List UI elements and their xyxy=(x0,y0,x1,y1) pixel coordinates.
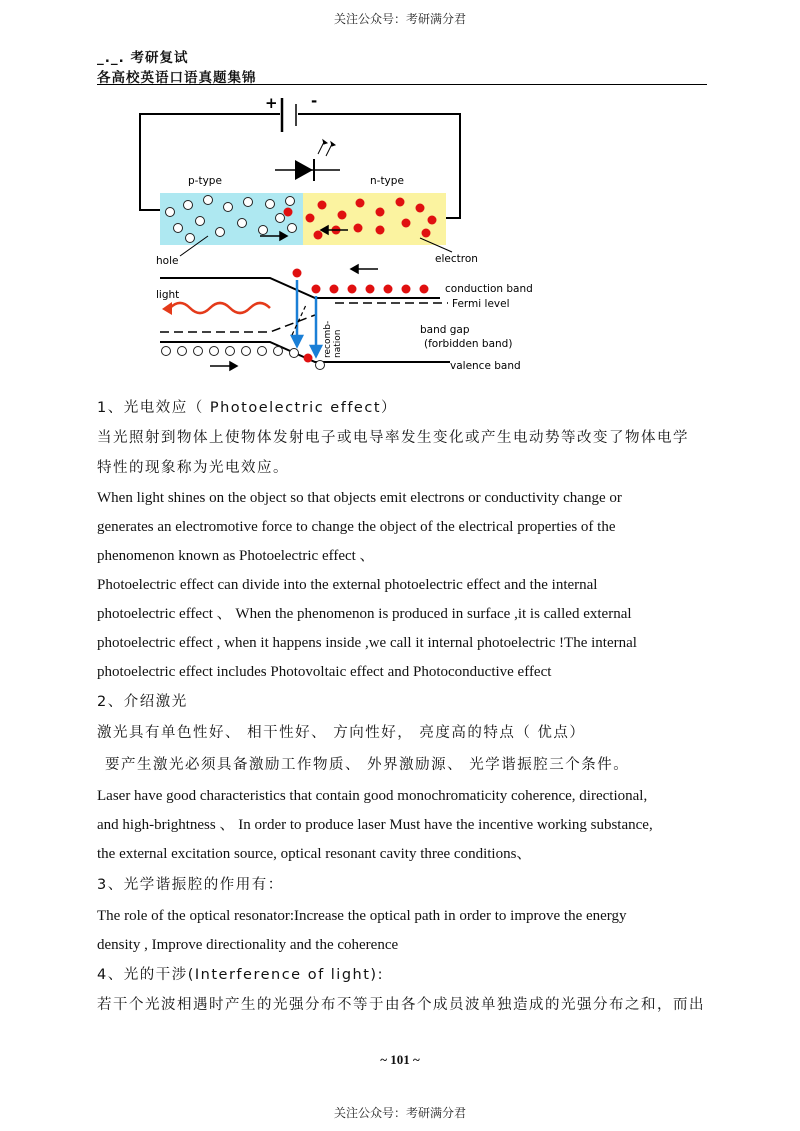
section-2-heading: 2、介绍激光 xyxy=(97,694,188,710)
section-4-heading: 4、光的干涉(Interference of light): xyxy=(97,967,384,983)
light-label: light xyxy=(156,289,180,301)
diode-icon xyxy=(275,159,340,181)
paragraph-line: 当光照射到物体上使物体发射电子或电导率发生变化或产生电动势等改变了物体电学 xyxy=(97,430,689,446)
fermi-level-label: Fermi level xyxy=(452,298,510,310)
paragraph-line: Photoelectric effect can divide into the external photoelectric effect and the internal xyxy=(97,577,598,593)
n-type-label: n-type xyxy=(370,175,404,187)
hole-label: hole xyxy=(156,255,179,267)
electron-label: electron xyxy=(435,253,478,265)
watermark-bottom: 关注公众号：考研满分君 xyxy=(333,1106,466,1120)
paragraph-line: photoelectric effect , when it happens inside ,we call it internal photoelectric !The internal xyxy=(97,635,637,651)
light-arrowhead-icon xyxy=(162,302,172,315)
header-line-1: _._. 考研复试 xyxy=(97,50,189,66)
battery-plus-label: + xyxy=(265,94,278,112)
battery-icon xyxy=(282,98,296,132)
recombination-label-1: recomb- xyxy=(323,320,333,358)
band-gap-label: band gap xyxy=(420,324,470,336)
recombined-electron xyxy=(304,354,313,363)
paragraph-line: photoelectric effect 、 When the phenomenon is produced in surface ,it is called external xyxy=(97,606,632,622)
paragraph-line: 若干个光波相遇时产生的光强分布不等于由各个成员波单独造成的光强分布之和，而出 xyxy=(97,997,705,1013)
paragraph-line: 激光具有单色性好、 相干性好、 方向性好， 亮度高的特点（ 优点） xyxy=(97,725,586,741)
transition-dashed-line xyxy=(292,305,306,335)
p-fermi-level-line xyxy=(160,315,315,332)
light-wave-icon xyxy=(170,303,270,313)
paragraph-line: and high-brightness 、 In order to produce laser Must have the incentive working substance, xyxy=(97,817,653,833)
valence-holes xyxy=(162,347,325,370)
header-rule xyxy=(97,84,707,85)
hole-flow-arrow-icon xyxy=(210,362,237,370)
conduction-electrons xyxy=(293,269,429,294)
section-3-heading: 3、光学谐振腔的作用有： xyxy=(97,877,284,893)
valence-band-label: valence band xyxy=(450,360,521,372)
p-type-label: p-type xyxy=(188,175,222,187)
page-number: ~ 101 ~ xyxy=(380,1052,420,1067)
watermark-top: 关注公众号：考研满分君 xyxy=(333,12,466,26)
paragraph-line: photoelectric effect includes Photovoltaic effect and Photoconductive effect xyxy=(97,664,552,680)
conduction-band-line xyxy=(160,278,440,298)
battery-minus-label: - xyxy=(311,92,318,110)
paragraph-line: generates an electromotive force to change the object of the electrical properties of the xyxy=(97,519,616,535)
forbidden-band-label: (forbidden band) xyxy=(424,338,513,350)
paragraph-line: 特性的现象称为光电效应。 xyxy=(97,460,289,476)
paragraph-line: Laser have good characteristics that contain good monochromaticity coherence, directional, xyxy=(97,788,648,804)
pn-junction-diagram xyxy=(130,90,550,380)
section-1-heading: 1、光电效应（ Photoelectric effect） xyxy=(97,400,398,416)
conduction-band-label: conduction band xyxy=(445,283,533,295)
paragraph-line: The role of the optical resonator:Increase the optical path in order to improve the energy xyxy=(97,908,627,924)
electron-flow-arrow-icon xyxy=(351,265,378,273)
header-line-2: 各高校英语口语真题集锦 xyxy=(97,70,257,86)
paragraph-line: 要产生激光必须具备激励工作物质、 外界激励源、 光学谐振腔三个条件。 xyxy=(105,757,630,773)
emission-arrows-icon xyxy=(318,140,335,156)
paragraph-line: the external excitation source, optical resonant cavity three conditions、 xyxy=(97,846,532,862)
paragraph-line: phenomenon known as Photoelectric effect 、 xyxy=(97,548,375,564)
paragraph-line: density , Improve directionality and the coherence xyxy=(97,937,399,953)
paragraph-line: When light shines on the object so that objects emit electrons or conductivity change or xyxy=(97,490,622,506)
recombination-label-2: nation xyxy=(333,329,343,358)
